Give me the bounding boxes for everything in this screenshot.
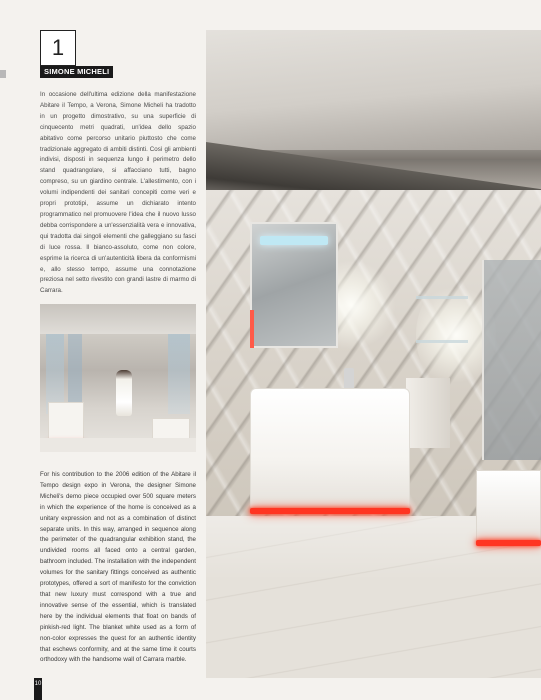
glass-shelf [416, 296, 468, 299]
glass-shelf [416, 340, 468, 343]
margin-mark [0, 70, 6, 78]
washbasin-volume [250, 388, 410, 508]
mirror-light-strip [260, 236, 328, 245]
body-text-italian: In occasione dell'ultima edizione della manifestazione Abitare il Tempo, a Verona, Simone Micheli ha tradotto in un progetto dimostrativo, su una superficie di cinquecento metri quadrati, un'idea dello spazio abitativo come percorso unitario piuttosto che come tradizionale aggregato di ambiti distinti. Così gli ambienti indivisi, disposti in sequenza lungo il perimetro dello stand quadrangolare, si affacciano tutti, bagno compreso, su un giardino centrale. L'allestimento, con i volumi indipendenti dei sanitari concepiti come veri e propri prototipi, assume un dichiarato intento programmatico nel promuovere l'idea che il nuovo lusso debba corrispondere a un'essenzialità vera e innovativa, qui tradotta dai singoli elementi che galleggiano su fasci di luce rossa. Il bianco-assoluto, come non colore, esprime la ricerca di un'autenticità libera da conformismi e, allo stesso tempo, assume una connotazione preziosa nel setto rivestito con grandi lastre di marmo di Carrara. [40, 91, 196, 295]
person-figure [116, 370, 132, 416]
glass-panel [168, 334, 190, 414]
body-text-english: For his contribution to the 2006 edition of the Abitare il Tempo design expo in Verona, the designer Simone Micheli's demo piece occupied over 500 square meters in which the experience of the home is conceived as a unitary expression and not as a combination of distinct separate units. In this way, arranged in sequence along the perimeter of the quadrangular exhibition stand, the undivided rooms all faced onto a central garden, bathroom included. The installation with the independent volumes for the sanitary fittings conceived as authentic prototypes, offered a sort of manifesto for the conviction that new luxury must correspond with a true and innovative sense of the essential, which is translated here by the individual elements that float on bands of pinkish-red light. The blanket white used as a form of non-color expresses the quest for an authentic identity that eschews conformity, and at the same time it courts orthodoxy with the handsome wall of Carrara marble. [40, 471, 196, 664]
photo-ceiling [40, 304, 196, 334]
mirror-red-edge [250, 310, 254, 348]
glass-partition [482, 260, 541, 460]
side-cabinet [406, 378, 450, 448]
exhibition-photo-small [40, 304, 196, 452]
bathroom-photo-large [206, 30, 541, 678]
white-volume [48, 402, 84, 442]
photo-ceiling [206, 30, 541, 150]
red-light-band [250, 508, 410, 514]
red-light-band [476, 540, 541, 546]
article-number: 1 [40, 30, 76, 66]
page-number: 10 [34, 681, 42, 687]
white-volume [476, 470, 541, 542]
photo-floor [40, 438, 196, 452]
author-label: SIMONE MICHELI [40, 66, 113, 78]
